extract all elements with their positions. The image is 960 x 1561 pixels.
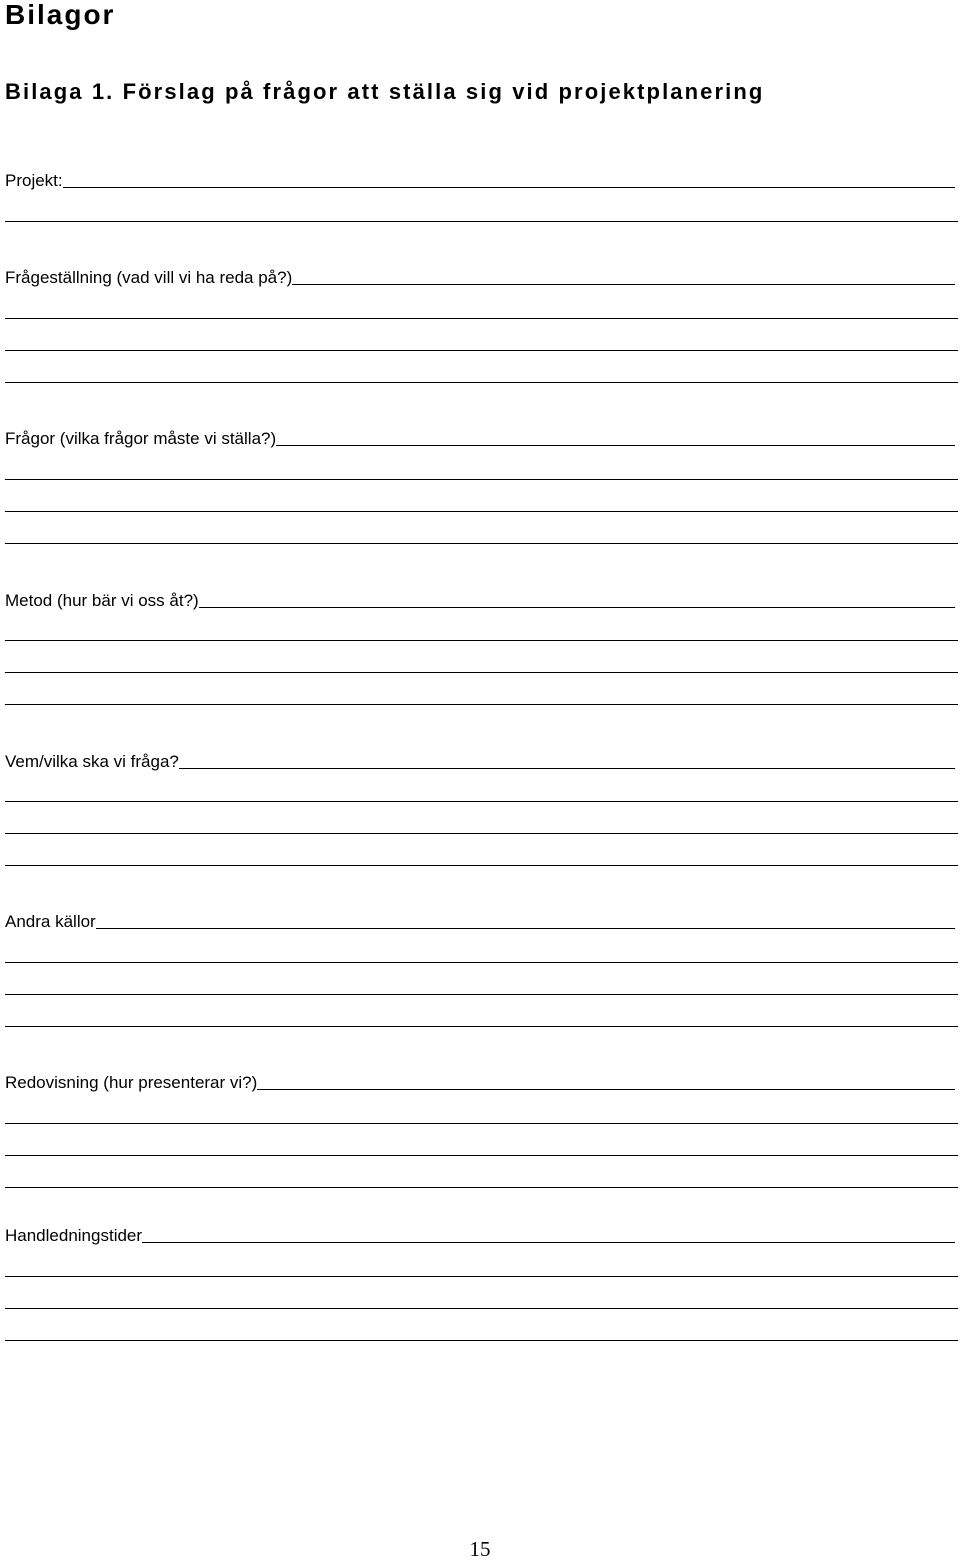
field-handledningstider-label: Handledningstider: [5, 1226, 143, 1245]
answer-line[interactable]: [5, 221, 958, 222]
field-fragor[interactable]: [5, 425, 955, 449]
answer-line[interactable]: [5, 704, 958, 705]
field-projekt-line[interactable]: [63, 187, 955, 188]
field-fragestallning[interactable]: [5, 264, 955, 288]
field-andra-kallor[interactable]: [5, 908, 955, 932]
page-number: 15: [469, 1537, 491, 1561]
field-vem[interactable]: [5, 748, 955, 772]
field-metod-line[interactable]: [199, 607, 955, 608]
answer-line[interactable]: [5, 1026, 958, 1027]
field-metod-label: Metod (hur bär vi oss åt?): [5, 591, 199, 610]
field-metod[interactable]: [5, 587, 955, 611]
answer-line[interactable]: [5, 1308, 958, 1309]
answer-line[interactable]: [5, 543, 958, 544]
field-redovisning-label: Redovisning (hur presenterar vi?): [5, 1073, 258, 1092]
answer-line[interactable]: [5, 640, 958, 641]
answer-line[interactable]: [5, 479, 958, 480]
field-vem-line[interactable]: [179, 768, 955, 769]
answer-line[interactable]: [5, 672, 958, 673]
field-fragor-line[interactable]: [276, 445, 955, 446]
field-projekt[interactable]: [5, 167, 955, 191]
answer-line[interactable]: [5, 801, 958, 802]
answer-line[interactable]: [5, 318, 958, 319]
field-fragestallning-label: Frågeställning (vad vill vi ha reda på?): [5, 268, 293, 287]
answer-line[interactable]: [5, 1340, 958, 1341]
answer-line[interactable]: [5, 1276, 958, 1277]
answer-line[interactable]: [5, 511, 958, 512]
field-vem-label: Vem/vilka ska vi fråga?: [5, 752, 179, 771]
field-redovisning[interactable]: [5, 1069, 955, 1093]
field-andra-kallor-label: Andra källor: [5, 912, 96, 931]
answer-line[interactable]: [5, 865, 958, 866]
field-fragor-label: Frågor (vilka frågor måste vi ställa?): [5, 429, 277, 448]
field-redovisning-line[interactable]: [257, 1089, 955, 1090]
answer-line[interactable]: [5, 994, 958, 995]
answer-line[interactable]: [5, 382, 958, 383]
answer-line[interactable]: [5, 350, 958, 351]
answer-line[interactable]: [5, 1123, 958, 1124]
appendix-title: Bilaga 1. Förslag på frågor att ställa sig vid projektplanering: [5, 79, 765, 104]
answer-line[interactable]: [5, 962, 958, 963]
answer-line[interactable]: [5, 1155, 958, 1156]
field-andra-kallor-line[interactable]: [96, 928, 955, 929]
page-heading: Bilagor: [5, 0, 116, 30]
field-projekt-label: Projekt:: [5, 171, 63, 190]
answer-line[interactable]: [5, 833, 958, 834]
field-handledningstider[interactable]: [5, 1222, 955, 1246]
field-handledningstider-line[interactable]: [142, 1242, 955, 1243]
answer-line[interactable]: [5, 1187, 958, 1188]
field-fragestallning-line[interactable]: [292, 284, 955, 285]
